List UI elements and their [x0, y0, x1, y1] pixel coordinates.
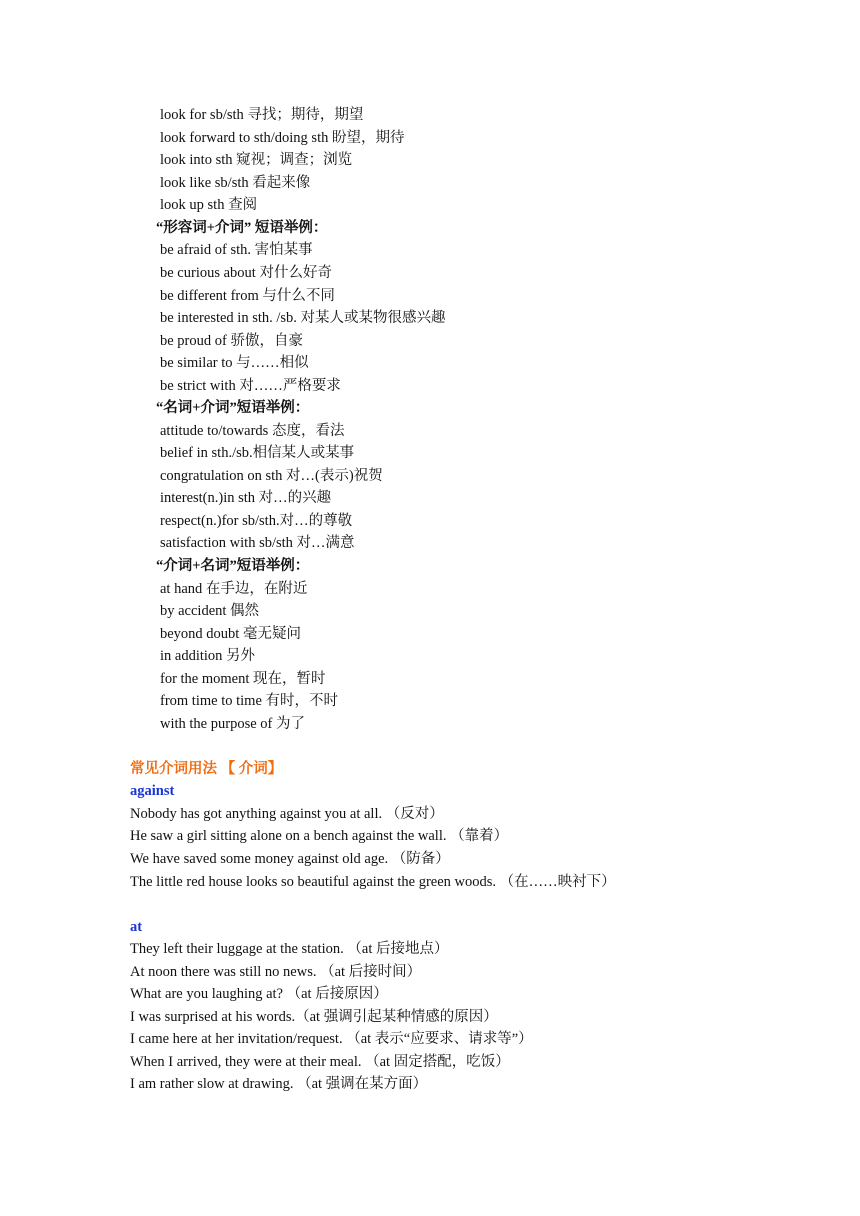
adj-prep-heading: “形容词+介词” 短语举例： [156, 220, 328, 236]
phrase-item: at hand 在手边，在附近 [160, 581, 308, 597]
phrase-item: look for sb/sth 寻找；期待，期望 [160, 107, 364, 123]
phrase-item: look up sth 查阅 [160, 197, 258, 213]
phrase-item: with the purpose of 为了 [160, 716, 305, 732]
phrase-item: be different from 与什么不同 [160, 288, 335, 304]
section-title: 常见介词用法 【 介词】 [130, 761, 283, 777]
example-sentence: What are you laughing at? （at 后接原因） [130, 986, 388, 1002]
phrase-item: interest(n.)in sth 对…的兴趣 [160, 490, 332, 506]
phrase-item: for the moment 现在，暂时 [160, 671, 326, 687]
phrase-item: beyond doubt 毫无疑问 [160, 626, 301, 642]
phrase-item: congratulation on sth 对…(表示)祝贺 [160, 468, 383, 484]
preposition-heading-at: at [130, 919, 143, 935]
example-sentence: I was surprised at his words.（at 强调引起某种情感的原因） [130, 1009, 498, 1025]
phrase-item: be similar to 与……相似 [160, 355, 309, 371]
phrase-item: be curious about 对什么好奇 [160, 265, 332, 281]
phrase-item: look into sth 窥视；调查；浏览 [160, 152, 353, 168]
phrase-item: from time to time 有时，不时 [160, 693, 339, 709]
example-sentence: When I arrived, they were at their meal. （at 固定搭配，吃饭） [130, 1054, 510, 1070]
example-sentence: The little red house looks so beautiful against the green woods. （在……映衬下） [130, 874, 616, 890]
example-sentence: Nobody has got anything against you at all. （反对） [130, 806, 444, 822]
preposition-heading-against: against [130, 783, 175, 799]
phrase-item: by accident 偶然 [160, 603, 260, 619]
example-sentence: We have saved some money against old age. （防备） [130, 851, 450, 867]
phrase-item: attitude to/towards 态度，看法 [160, 423, 345, 439]
phrase-item: respect(n.)for sb/sth.对…的尊敬 [160, 513, 353, 529]
phrase-item: be afraid of sth. 害怕某事 [160, 242, 313, 258]
example-sentence: At noon there was still no news. （at 后接时间） [130, 964, 422, 980]
phrase-item: look forward to sth/doing sth 盼望，期待 [160, 130, 405, 146]
phrase-item: belief in sth./sb.相信某人或某事 [160, 445, 355, 461]
example-sentence: I am rather slow at drawing. （at 强调在某方面） [130, 1076, 428, 1092]
phrase-item: satisfaction with sb/sth 对…满意 [160, 535, 355, 551]
example-sentence: He saw a girl sitting alone on a bench against the wall. （靠着） [130, 828, 509, 844]
phrase-item: be strict with 对……严格要求 [160, 378, 341, 394]
phrase-item: look like sb/sth 看起来像 [160, 175, 311, 191]
phrase-item: be proud of 骄傲，自豪 [160, 333, 303, 349]
example-sentence: They left their luggage at the station. （at 后接地点） [130, 941, 449, 957]
example-sentence: I came here at her invitation/request. （at 表示“应要求、请求等”） [130, 1031, 533, 1047]
prep-noun-heading: “介词+名词”短语举例： [156, 558, 310, 574]
phrase-item: in addition 另外 [160, 648, 256, 664]
phrase-item: be interested in sth. /sb. 对某人或某物很感兴趣 [160, 310, 446, 326]
noun-prep-heading: “名词+介词”短语举例： [156, 400, 310, 416]
